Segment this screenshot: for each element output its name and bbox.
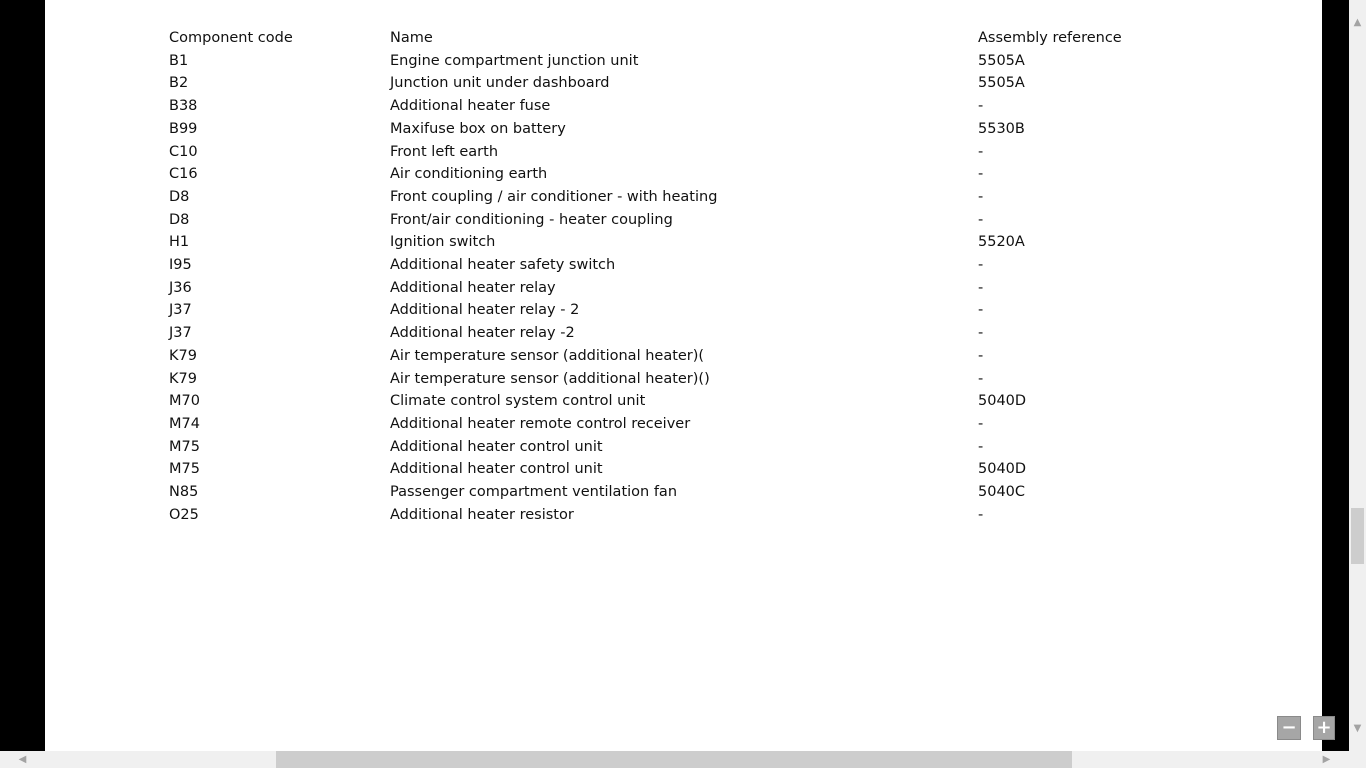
cell-component-code: J36 bbox=[169, 279, 192, 296]
cell-component-code: C10 bbox=[169, 143, 198, 160]
cell-name: Front left earth bbox=[390, 143, 499, 160]
table-row bbox=[169, 118, 1178, 141]
table-row bbox=[169, 277, 1178, 300]
table-row bbox=[169, 50, 1178, 73]
horizontal-scroll-thumb[interactable] bbox=[276, 751, 1072, 768]
scroll-down-icon[interactable]: ▼ bbox=[1353, 723, 1362, 734]
cell-assembly-reference: 5530B bbox=[978, 120, 1025, 137]
zoom-out-button[interactable]: − bbox=[1277, 716, 1301, 740]
cell-name: Front coupling / air conditioner - with heating bbox=[390, 188, 718, 205]
cell-component-code: J37 bbox=[169, 325, 192, 342]
cell-component-code: O25 bbox=[169, 506, 199, 523]
cell-assembly-reference: 5040D bbox=[978, 461, 1027, 478]
cell-name: Additional heater control unit bbox=[390, 438, 603, 455]
table-row bbox=[169, 95, 1178, 118]
zoom-in-button[interactable]: + bbox=[1313, 716, 1335, 740]
cell-name: Additional heater fuse bbox=[390, 98, 551, 115]
cell-name: Additional heater control unit bbox=[390, 461, 603, 478]
table-row bbox=[169, 345, 1178, 368]
cell-assembly-reference: - bbox=[978, 188, 984, 205]
table-row bbox=[169, 322, 1178, 345]
cell-assembly-reference: 5040C bbox=[978, 484, 1026, 501]
table-row bbox=[169, 436, 1178, 459]
table-row bbox=[169, 254, 1178, 277]
cell-assembly-reference: 5520A bbox=[978, 234, 1025, 251]
table-header-row bbox=[169, 27, 1178, 50]
scroll-left-icon[interactable]: ◀ bbox=[18, 754, 27, 765]
cell-name: Front/air conditioning - heater coupling bbox=[390, 211, 673, 228]
cell-component-code: B2 bbox=[169, 75, 189, 92]
scroll-right-icon[interactable]: ▶ bbox=[1322, 754, 1331, 765]
cell-assembly-reference: - bbox=[978, 347, 984, 364]
cell-component-code: J37 bbox=[169, 302, 192, 319]
cell-assembly-reference: - bbox=[978, 370, 984, 387]
cell-component-code: I95 bbox=[169, 257, 192, 274]
horizontal-scrollbar[interactable] bbox=[0, 751, 1366, 768]
cell-name: Additional heater safety switch bbox=[390, 257, 616, 274]
table-row bbox=[169, 390, 1178, 413]
cell-assembly-reference: 5505A bbox=[978, 52, 1025, 69]
table-row bbox=[169, 299, 1178, 322]
table-row bbox=[169, 209, 1178, 232]
table-row bbox=[169, 504, 1178, 527]
cell-assembly-reference: 5505A bbox=[978, 75, 1025, 92]
cell-name: Additional heater relay - 2 bbox=[390, 302, 580, 319]
cell-name: Additional heater remote control receiver bbox=[390, 415, 691, 432]
cell-assembly-reference: - bbox=[978, 166, 984, 183]
cell-component-code: K79 bbox=[169, 370, 197, 387]
vertical-scroll-thumb[interactable] bbox=[1351, 508, 1364, 564]
header-assembly-reference: Assembly reference bbox=[978, 30, 1122, 46]
cell-assembly-reference: - bbox=[978, 438, 984, 455]
document-viewport bbox=[45, 0, 1322, 751]
cell-name: Additional heater relay -2 bbox=[390, 325, 575, 342]
cell-name: Junction unit under dashboard bbox=[390, 75, 610, 92]
table-row bbox=[169, 186, 1178, 209]
table-row bbox=[169, 231, 1178, 254]
cell-component-code: K79 bbox=[169, 347, 197, 364]
cell-name: Air temperature sensor (additional heater)() bbox=[390, 370, 710, 387]
cell-component-code: H1 bbox=[169, 234, 190, 251]
cell-assembly-reference: - bbox=[978, 143, 984, 160]
cell-component-code: D8 bbox=[169, 188, 190, 205]
table-row bbox=[169, 163, 1178, 186]
cell-component-code: M75 bbox=[169, 461, 200, 478]
cell-name: Climate control system control unit bbox=[390, 393, 646, 410]
cell-name: Ignition switch bbox=[390, 234, 496, 251]
cell-assembly-reference: - bbox=[978, 506, 984, 523]
cell-component-code: B1 bbox=[169, 52, 189, 69]
cell-assembly-reference: - bbox=[978, 325, 984, 342]
cell-name: Passenger compartment ventilation fan bbox=[390, 484, 678, 501]
cell-assembly-reference: - bbox=[978, 211, 984, 228]
cell-component-code: B38 bbox=[169, 98, 198, 115]
cell-name: Maxifuse box on battery bbox=[390, 120, 566, 137]
cell-component-code: M70 bbox=[169, 393, 200, 410]
scroll-up-icon[interactable]: ▲ bbox=[1353, 17, 1362, 28]
cell-assembly-reference: 5040D bbox=[978, 393, 1027, 410]
table-row bbox=[169, 458, 1178, 481]
cell-component-code: B99 bbox=[169, 120, 198, 137]
cell-name: Additional heater relay bbox=[390, 279, 556, 296]
cell-assembly-reference: - bbox=[978, 302, 984, 319]
cell-name: Additional heater resistor bbox=[390, 506, 574, 523]
cell-component-code: N85 bbox=[169, 484, 199, 501]
table-row bbox=[169, 141, 1178, 164]
table-row bbox=[169, 72, 1178, 95]
header-component-code: Component code bbox=[169, 30, 293, 46]
cell-assembly-reference: - bbox=[978, 257, 984, 274]
cell-component-code: M75 bbox=[169, 438, 200, 455]
cell-assembly-reference: - bbox=[978, 98, 984, 115]
cell-name: Air conditioning earth bbox=[390, 166, 548, 183]
cell-component-code: D8 bbox=[169, 211, 190, 228]
cell-component-code: M74 bbox=[169, 415, 200, 432]
cell-assembly-reference: - bbox=[978, 415, 984, 432]
cell-name: Engine compartment junction unit bbox=[390, 52, 639, 69]
cell-name: Air temperature sensor (additional heater)( bbox=[390, 347, 705, 364]
vertical-scrollbar[interactable] bbox=[1349, 0, 1366, 751]
cell-assembly-reference: - bbox=[978, 279, 984, 296]
table-row bbox=[169, 368, 1178, 391]
table-body bbox=[169, 50, 1178, 527]
component-table bbox=[169, 27, 1178, 526]
header-name: Name bbox=[390, 30, 433, 46]
cell-component-code: C16 bbox=[169, 166, 198, 183]
table-row bbox=[169, 413, 1178, 436]
table-row bbox=[169, 481, 1178, 504]
